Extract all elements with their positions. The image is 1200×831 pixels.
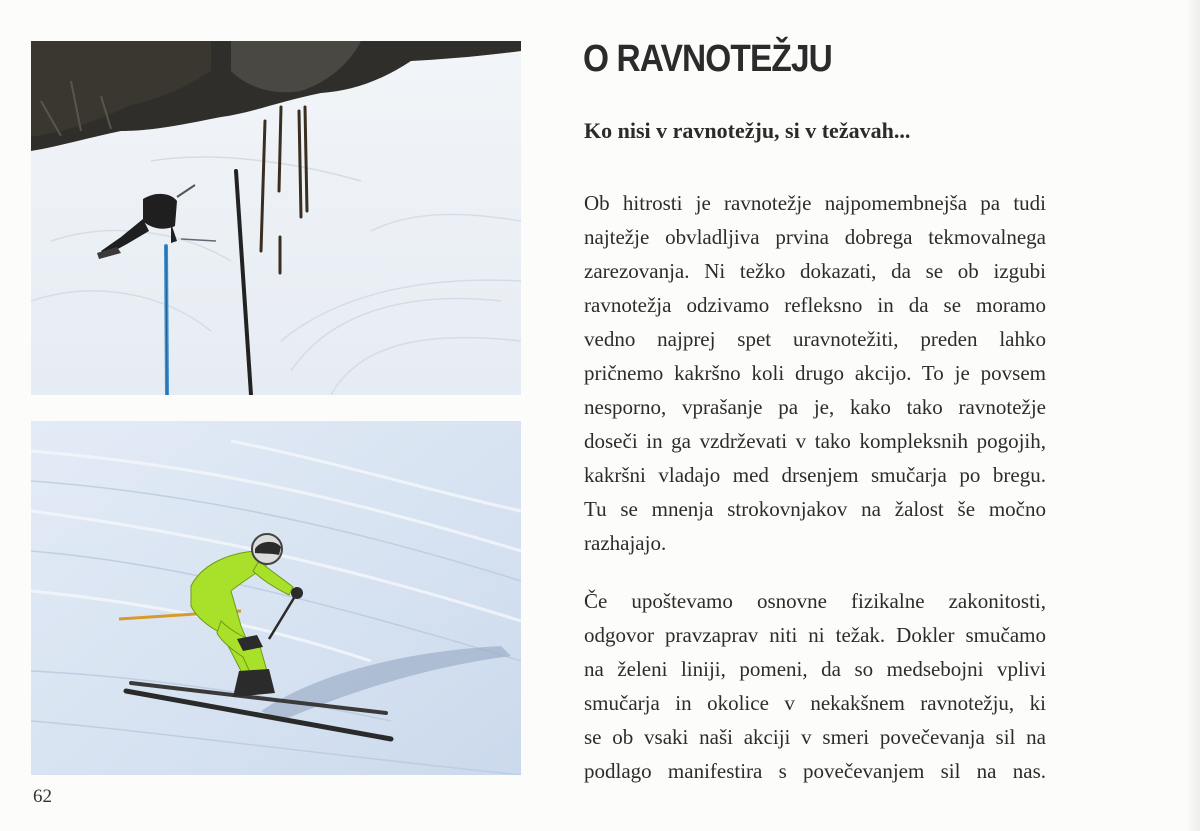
paragraph-line: se ob vsaki naši akciji v smeri povečevanja sil na [584, 725, 1046, 749]
paragraph-line: podlago manifestira s povečevanjem sil na nas. [584, 759, 1046, 783]
slalom-skier-illustration [31, 41, 521, 395]
paragraph-line: Ob hitrosti je ravnotežje najpomembnejša pa tudi [584, 191, 1046, 215]
page-title: O RAVNOTEŽJU [583, 38, 832, 80]
paragraph-line: smučarja in okolice v nekakšnem ravnotežju, ki [584, 691, 1046, 715]
paragraph-line: nesporno, vprašanje pa je, kako tako ravnotežje [584, 395, 1046, 419]
paragraph-1 [584, 186, 1046, 560]
green-suit-skier-illustration [31, 421, 521, 775]
paragraph-line: Tu se mnenja strokovnjakov na žalost še močno [584, 497, 1046, 521]
slalom-skier-photo [31, 41, 521, 395]
page-subtitle: Ko nisi v ravnotežju, si v težavah... [584, 118, 911, 143]
paragraph-line: na želeni liniji, pomeni, da so medsebojni vplivi [584, 657, 1046, 681]
book-spine-shadow [1186, 0, 1200, 831]
page-number: 62 [33, 786, 52, 807]
paragraph-line: razhajajo. [584, 531, 667, 555]
paragraph-line: vedno najprej spet uravnotežiti, preden lahko [584, 327, 1046, 351]
paragraph-2 [584, 584, 1046, 788]
paragraph-line: pričnemo kakršno koli drugo akcijo. To je povsem [584, 361, 1046, 385]
paragraph-line: odgovor pravzaprav niti ni težak. Dokler smučamo [584, 623, 1046, 647]
paragraph-line: ravnotežja odzivamo refleksno in da se moramo [584, 293, 1046, 317]
green-suit-skier-photo [31, 421, 521, 775]
paragraph-line: Če upoštevamo osnovne fizikalne zakonitosti, [584, 589, 1046, 613]
paragraph-line: zarezovanja. Ni težko dokazati, da se ob izgubi [584, 259, 1046, 283]
paragraph-line: kakršni vladajo med drsenjem smučarja po bregu. [584, 463, 1046, 487]
paragraph-line: najtežje obvladljiva prvina dobrega tekmovalnega [584, 225, 1046, 249]
paragraph-line: doseči in ga vzdrževati v tako kompleksnih pogojih, [584, 429, 1046, 453]
